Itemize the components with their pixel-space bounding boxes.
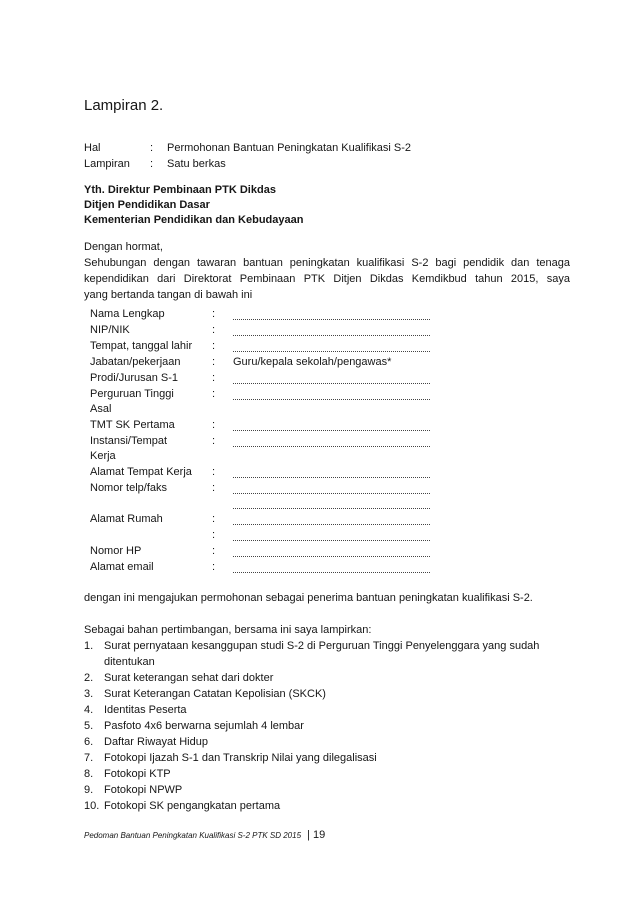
intro-line-1: Sehubungan dengan tawaran bantuan peningkatan kualifikasi S-2 bagi pendidik dan tenaga xyxy=(84,257,570,269)
colon: : xyxy=(212,435,216,447)
fill-line[interactable] xyxy=(233,572,430,573)
fill-line[interactable] xyxy=(233,493,430,494)
attachment-text: Surat keterangan sehat dari dokter xyxy=(104,672,274,684)
colon: : xyxy=(212,561,216,573)
field-label: NIP/NIK xyxy=(90,324,130,336)
attachment-number: 7. xyxy=(84,752,94,764)
attachment-number: 10. xyxy=(84,800,100,812)
colon: : xyxy=(212,513,216,525)
field-label: Alamat Rumah xyxy=(90,513,163,525)
attachment-item-5 xyxy=(84,720,304,732)
colon: : xyxy=(212,356,216,368)
fill-line[interactable] xyxy=(233,446,430,447)
hal-value: Permohonan Bantuan Peningkatan Kualifikasi S-2 xyxy=(167,142,411,154)
page-heading: Lampiran 2. xyxy=(84,97,164,114)
attachment-item-7 xyxy=(84,752,377,764)
addressee-line-2: Ditjen Pendidikan Dasar xyxy=(84,199,210,211)
page-footer xyxy=(84,829,325,841)
attachment-text: Surat pernyataan kesanggupan studi S-2 di Perguruan Tinggi Penyelenggara yang sudah xyxy=(104,640,540,652)
field-label: Jabatan/pekerjaan xyxy=(90,356,181,368)
field-label: Alamat email xyxy=(90,561,154,573)
greeting: Dengan hormat, xyxy=(84,241,163,253)
colon: : xyxy=(212,372,216,384)
attachment-number: 5. xyxy=(84,720,94,732)
attachment-item-4 xyxy=(84,704,187,716)
attachment-item-9 xyxy=(84,784,182,796)
colon: : xyxy=(212,388,216,400)
fill-line[interactable] xyxy=(233,540,430,541)
attachment-text: ditentukan xyxy=(104,656,155,668)
field-label: Nama Lengkap xyxy=(90,308,165,320)
attachment-item-3 xyxy=(84,688,326,700)
field-label: Nomor HP xyxy=(90,545,142,557)
field-label: Prodi/Jurusan S-1 xyxy=(90,372,179,384)
fill-line[interactable] xyxy=(233,319,430,320)
page-number: | 19 xyxy=(307,829,326,841)
fill-line[interactable] xyxy=(233,351,430,352)
attachments-intro: Sebagai bahan pertimbangan, bersama ini saya lampirkan: xyxy=(84,624,372,636)
field-label: Nomor telp/faks xyxy=(90,482,168,494)
attachment-number: 6. xyxy=(84,736,94,748)
attachment-item-2 xyxy=(84,672,273,684)
colon: : xyxy=(212,340,216,352)
field-label: Perguruan Tinggi xyxy=(90,388,174,400)
closing-sentence: dengan ini mengajukan permohonan sebagai penerima bantuan peningkatan kualifikasi S-2. xyxy=(84,592,533,604)
field-label: TMT SK Pertama xyxy=(90,419,175,431)
intro-paragraph xyxy=(84,255,570,303)
colon: : xyxy=(212,466,216,478)
intro-line-3: yang bertanda tangan di bawah ini xyxy=(84,289,253,301)
addressee-line-3: Kementerian Pendidikan dan Kebudayaan xyxy=(84,214,304,226)
colon: : xyxy=(212,324,216,336)
intro-line-2: kependidikan dari Direktorat Pembinaan PTK Ditjen Dikdas Kemdikbud tahun 2015, saya xyxy=(84,273,570,285)
field-value: Guru/kepala sekolah/pengawas* xyxy=(233,356,392,368)
addressee-line-1: Yth. Direktur Pembinaan PTK Dikdas xyxy=(84,184,276,196)
attachment-number: 9. xyxy=(84,784,94,796)
attachment-item-6 xyxy=(84,736,208,748)
colon: : xyxy=(212,308,216,320)
fill-line[interactable] xyxy=(233,430,430,431)
fill-line[interactable] xyxy=(233,477,430,478)
attachment-number: 4. xyxy=(84,704,94,716)
attachment-text: Daftar Riwayat Hidup xyxy=(104,736,208,748)
field-label: Asal xyxy=(90,403,112,415)
attachment-number: 8. xyxy=(84,768,94,780)
field-label: Alamat Tempat Kerja xyxy=(90,466,192,478)
attachment-item-1-cont xyxy=(104,656,155,668)
attachment-item-10 xyxy=(84,800,280,812)
attachment-text: Pasfoto 4x6 berwarna sejumlah 4 lembar xyxy=(104,720,304,732)
colon: : xyxy=(212,545,216,557)
hal-label: Hal xyxy=(84,142,101,154)
attachment-text: Identitas Peserta xyxy=(104,704,187,716)
field-label: Tempat, tanggal lahir xyxy=(90,340,193,352)
colon: : xyxy=(212,529,216,541)
attachment-item-1 xyxy=(84,640,539,652)
lampiran-colon: : xyxy=(150,158,154,170)
lampiran-label: Lampiran xyxy=(84,158,130,170)
attachment-text: Fotokopi KTP xyxy=(104,768,171,780)
colon: : xyxy=(212,419,216,431)
attachment-text: Fotokopi SK pengangkatan pertama xyxy=(104,800,281,812)
attachment-number: 3. xyxy=(84,688,94,700)
footer-text: Pedoman Bantuan Peningkatan Kualifikasi S-2 PTK SD 2015 xyxy=(84,831,302,840)
attachment-number: 2. xyxy=(84,672,94,684)
attachment-text: Surat Keterangan Catatan Kepolisian (SKCK) xyxy=(104,688,326,700)
fill-line[interactable] xyxy=(233,524,430,525)
colon: : xyxy=(212,482,216,494)
fill-line[interactable] xyxy=(233,383,430,384)
fill-line[interactable] xyxy=(233,335,430,336)
field-label: Instansi/Tempat xyxy=(90,435,168,447)
field-label: Kerja xyxy=(90,450,116,462)
attachment-number: 1. xyxy=(84,640,94,652)
fill-line[interactable] xyxy=(233,399,430,400)
lampiran-value: Satu berkas xyxy=(167,158,226,170)
attachment-text: Fotokopi Ijazah S-1 dan Transkrip Nilai yang dilegalisasi xyxy=(104,752,377,764)
attachment-text: Fotokopi NPWP xyxy=(104,784,183,796)
fill-line[interactable] xyxy=(233,556,430,557)
attachment-item-8 xyxy=(84,768,171,780)
hal-colon: : xyxy=(150,142,154,154)
fill-line[interactable] xyxy=(233,508,430,509)
